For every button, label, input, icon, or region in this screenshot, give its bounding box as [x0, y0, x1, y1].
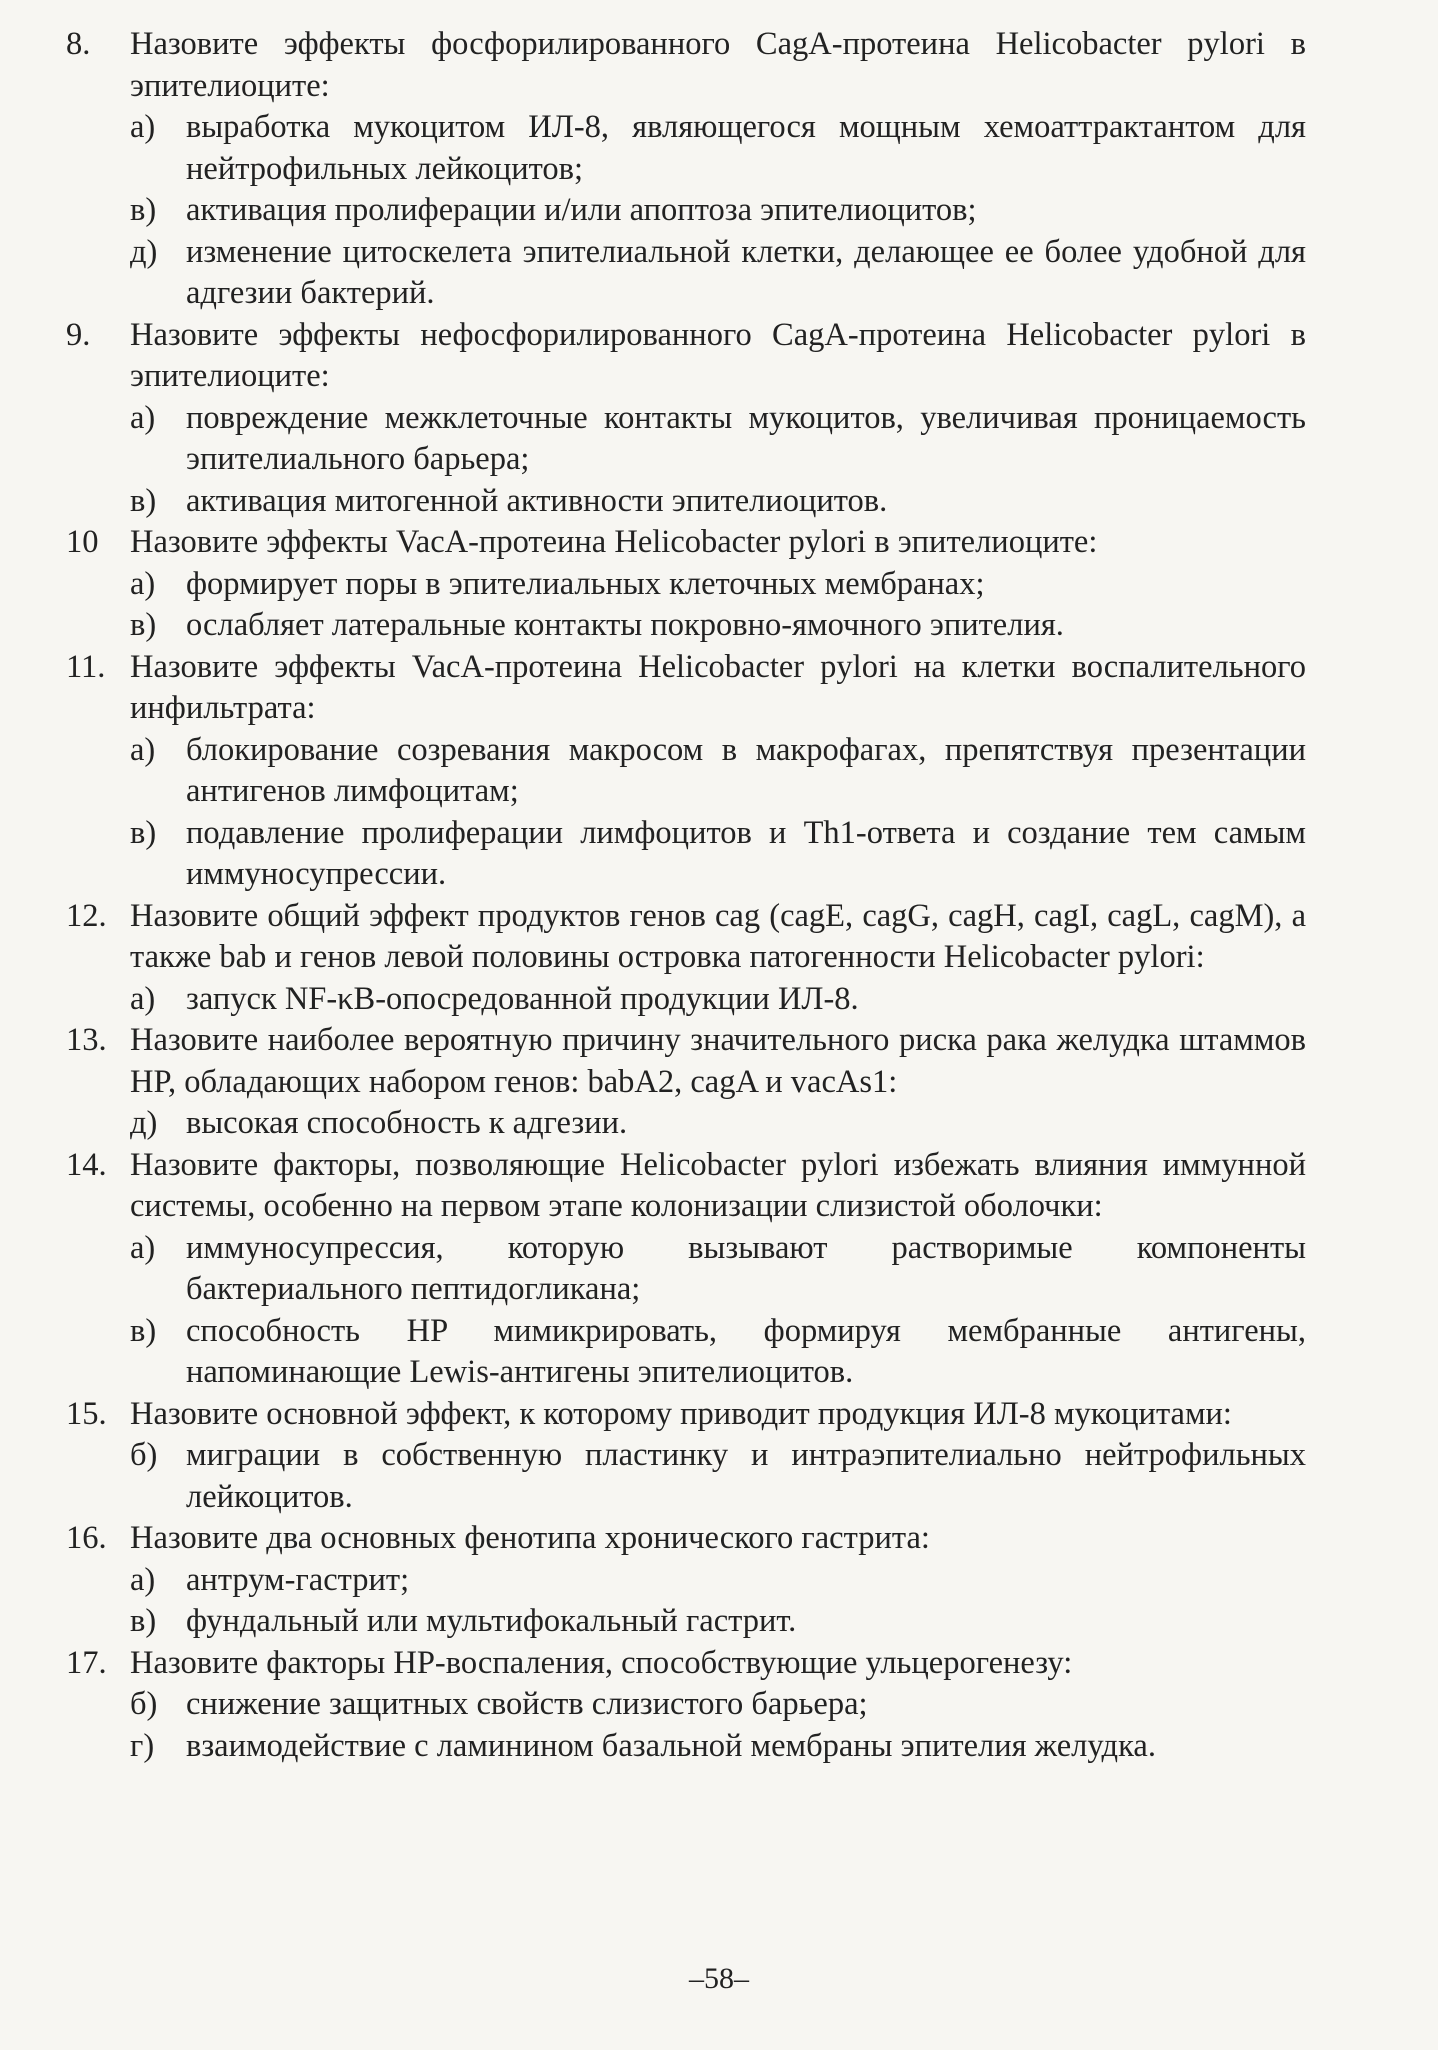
answer-item: [66, 107, 1306, 190]
answer-item: [66, 398, 1306, 481]
answer-text: активация митогенной активности эпителиоцитов.: [186, 482, 888, 519]
answer-letter: г): [130, 1727, 155, 1764]
answer-indent: [66, 730, 130, 813]
answer-letter: в): [130, 814, 157, 851]
question-block: [66, 1394, 1306, 1519]
question-row: [66, 1145, 1306, 1228]
answer-letter: а): [130, 1229, 156, 1266]
question-number: 16.: [66, 1520, 107, 1556]
question-text: Назовите эффекты VacA-протеина Helicobacter pylori в эпителиоците:: [130, 524, 1098, 560]
answer-item: [66, 1228, 1306, 1311]
question-row: [66, 522, 1306, 564]
answer-item: [66, 1601, 1306, 1643]
question-row: [66, 1643, 1306, 1685]
answer-text: активация пролиферации и/или апоптоза эпителиоцитов;: [186, 192, 977, 228]
question-block: [66, 24, 1306, 315]
answer-item: [66, 730, 1306, 813]
question-number: 13.: [66, 1022, 107, 1058]
answer-text: иммуносупрессия, которую вызывают растворимые компоненты бактериального пептидогликана;: [186, 1229, 1306, 1307]
answer-indent: [66, 605, 130, 647]
answer-text: повреждение межклеточные контакты мукоцитов, увеличивая проницаемость эпителиального барьера;: [186, 399, 1306, 477]
answer-letter: в): [130, 607, 157, 643]
answer-letter: а): [130, 399, 156, 436]
question-row: [66, 1394, 1306, 1436]
question-row: [66, 1020, 1306, 1103]
question-block: [66, 896, 1306, 1021]
answer-letter: д): [130, 1105, 158, 1141]
page-number: –58–: [689, 1962, 749, 1995]
question-number: 8.: [66, 26, 91, 62]
question-block: [66, 1145, 1306, 1394]
answer-indent: [66, 813, 130, 896]
answer-letter: а): [130, 731, 156, 768]
answer-letter: а): [130, 980, 156, 1017]
question-block: [66, 1518, 1306, 1643]
question-row: [66, 315, 1306, 398]
answer-letter: в): [130, 1603, 157, 1639]
answer-indent: [66, 1311, 130, 1394]
question-number: 14.: [66, 1146, 107, 1183]
question-number: 12.: [66, 897, 107, 934]
answer-indent: [66, 232, 130, 315]
question-text: Назовите эффекты VacA-протеина Helicobacter pylori на клетки воспалительного инфильтрата:: [130, 648, 1306, 726]
answer-indent: [66, 564, 130, 606]
answer-letter: б): [130, 1686, 158, 1722]
question-text: Назовите основной эффект, к которому приводит продукция ИЛ-8 мукоцитами:: [130, 1395, 1232, 1432]
answer-item: [66, 1435, 1306, 1518]
answer-item: [66, 1103, 1306, 1145]
answer-item: [66, 813, 1306, 896]
answer-letter: а): [130, 565, 156, 602]
answer-letter: в): [130, 192, 157, 228]
question-block: [66, 1020, 1306, 1145]
answer-text: блокирование созревания макросом в макрофагах, препятствуя презентации антигенов лимфоцитам;: [186, 731, 1306, 809]
answer-indent: [66, 190, 130, 232]
answer-item: [66, 1311, 1306, 1394]
answer-indent: [66, 481, 130, 523]
answer-indent: [66, 1726, 130, 1768]
question-row: [66, 24, 1306, 107]
answer-text: высокая способность к адгезии.: [186, 1105, 628, 1141]
answer-indent: [66, 1435, 130, 1518]
answer-indent: [66, 1684, 130, 1726]
answer-indent: [66, 107, 130, 190]
answer-item: [66, 979, 1306, 1021]
question-text: Назовите эффекты фосфорилированного CagA-протеина Helicobacter pylori в эпителиоците:: [130, 26, 1306, 104]
question-row: [66, 647, 1306, 730]
answer-indent: [66, 1560, 130, 1602]
question-row: [66, 896, 1306, 979]
question-number: 17.: [66, 1644, 107, 1681]
answer-item: [66, 1560, 1306, 1602]
answer-indent: [66, 1228, 130, 1311]
answer-letter: а): [130, 109, 156, 145]
answer-text: взаимодействие с ламинином базальной мембраны эпителия желудка.: [186, 1727, 1156, 1764]
question-block: [66, 522, 1306, 647]
question-text: Назовите два основных фенотипа хронического гастрита:: [130, 1520, 930, 1556]
question-number: 10: [66, 524, 99, 560]
answer-indent: [66, 1103, 130, 1145]
answer-item: [66, 481, 1306, 523]
answer-item: [66, 605, 1306, 647]
question-text: Назовите наиболее вероятную причину значительного риска рака желудка штаммов HP, обладающих набором генов: babA2, cagA и vacAs1:: [130, 1022, 1306, 1100]
question-text: Назовите общий эффект продуктов генов cag (cagE, cagG, cagH, cagI, cagL, cagM), а также bab и генов левой половины островка патогенности Helicobacter pylori:: [130, 897, 1306, 975]
answer-letter: б): [130, 1437, 158, 1473]
question-number: 15.: [66, 1395, 107, 1432]
answer-item: [66, 1726, 1306, 1768]
question-text: Назовите факторы, позволяющие Helicobacter pylori избежать влияния иммунной системы, особенно на первом этапе колонизации слизистой оболочки:: [130, 1146, 1306, 1224]
answer-indent: [66, 979, 130, 1021]
answer-text: выработка мукоцитом ИЛ-8, являющегося мощным хемоаттрактантом для нейтрофильных лейкоцитов;: [186, 109, 1306, 187]
answer-text: изменение цитоскелета эпителиальной клетки, делающее ее более удобной для адгезии бактерий.: [186, 233, 1306, 311]
answer-letter: в): [130, 1312, 157, 1349]
answer-item: [66, 232, 1306, 315]
question-row: [66, 1518, 1306, 1560]
answer-text: формирует поры в эпителиальных клеточных мембранах;: [186, 565, 985, 602]
answer-letter: д): [130, 233, 158, 270]
answer-text: способность HP мимикрировать, формируя мембранные антигены, напоминающие Lewis-антигены эпителиоцитов.: [186, 1312, 1306, 1390]
answer-text: фундальный или мультифокальный гастрит.: [186, 1603, 797, 1639]
question-text: Назовите факторы HP-воспаления, способствующие ульцерогенезу:: [130, 1644, 1073, 1681]
answer-letter: а): [130, 1561, 156, 1598]
question-block: [66, 315, 1306, 523]
answer-item: [66, 190, 1306, 232]
question-text: Назовите эффекты нефосфорилированного CagA-протеина Helicobacter pylori в эпителиоците:: [130, 316, 1306, 394]
answer-text: антрум-гастрит;: [186, 1561, 410, 1598]
answer-indent: [66, 398, 130, 481]
answer-item: [66, 1684, 1306, 1726]
answer-text: подавление пролиферации лимфоцитов и Th1-ответа и создание тем самым иммуносупрессии.: [186, 814, 1306, 892]
question-number: 9.: [66, 316, 91, 353]
question-list: [66, 24, 1306, 1767]
answer-text: запуск NF-κB-опосредованной продукции ИЛ-8.: [186, 980, 859, 1017]
answer-text: снижение защитных свойств слизистого барьера;: [186, 1686, 868, 1722]
question-block: [66, 1643, 1306, 1768]
answer-text: миграции в собственную пластинку и интраэпителиально нейтрофильных лейкоцитов.: [186, 1437, 1306, 1515]
question-block: [66, 647, 1306, 896]
answer-text: ослабляет латеральные контакты покровно-ямочного эпителия.: [186, 607, 1064, 643]
question-number: 11.: [66, 648, 106, 685]
answer-letter: в): [130, 482, 157, 519]
answer-item: [66, 564, 1306, 606]
answer-indent: [66, 1601, 130, 1643]
